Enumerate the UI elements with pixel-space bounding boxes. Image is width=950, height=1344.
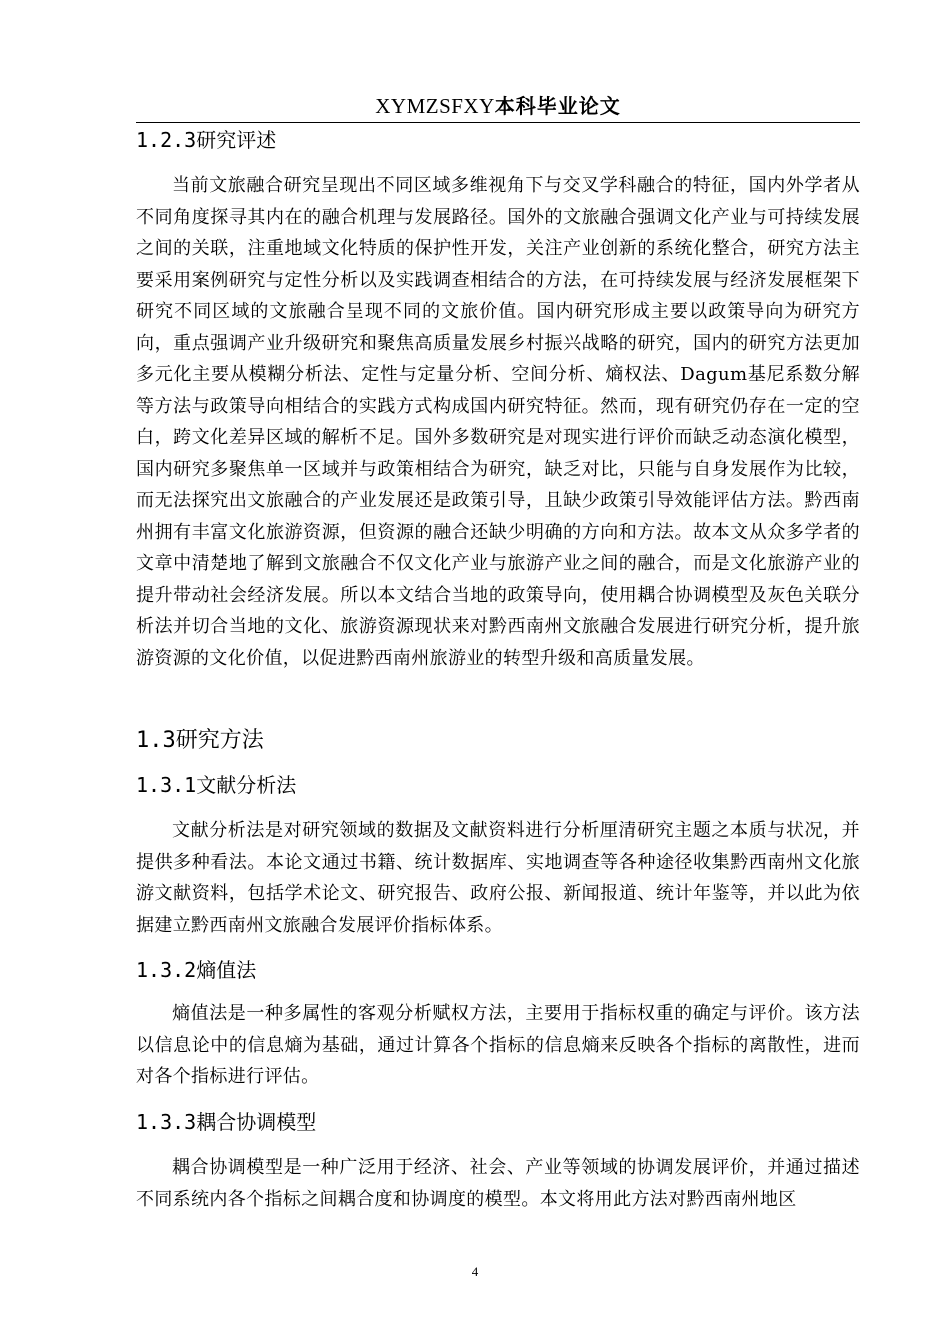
paragraph-research-review: 当前文旅融合研究呈现出不同区域多维视角下与交叉学科融合的特征，国内外学者从不同角度探寻其内在的融合机理与发展路径。国外的文旅融合强调文化产业与可持续发展之间的关联，注重地域文化特质的保护性开发，关注产业创新的系统化整合，研究方法主要采用案例研究与定性分析以及实践调查相结合的方法，在可持续发展与经济发展框架下研究不同区域的文旅融合呈现不同的文旅价值。国内研究形成主要以政策导向为研究方向，重点强调产业升级研究和聚焦高质量发展乡村振兴战略的研究，国内的研究方法更加多元化主要从模糊分析法、定性与定量分析、空间分析、熵权法、Dagum基尼系数分解等方法与政策导向相结合的实践方式构成国内研究特征。然而，现有研究仍存在一定的空白，跨文化差异区域的解析不足。国外多数研究是对现实进行评价而缺乏动态演化模型，国内研究多聚焦单一区域并与政策相结合为研究，缺乏对比，只能与自身发展作为比较，而无法探究出文旅融合的产业发展还是政策引导，且缺少政策引导效能评估方法。黔西南州拥有丰富文化旅游资源，但资源的融合还缺少明确的方向和方法。故本文从众多学者的文章中清楚地了解到文旅融合不仅文化产业与旅游产业之间的融合，而是文化旅游产业的提升带动社会经济发展。所以本文结合当地的政策导向，使用耦合协调模型及灰色关联分析法并切合当地的文化、旅游资源现状来对黔西南州文旅融合发展进行研究分析，提升旅游资源的文化价值，以促进黔西南州旅游业的转型升级和高质量发展。 — [136, 175, 860, 669]
section-heading-1-2-3 — [136, 125, 860, 155]
section-heading-1-3-1 — [136, 770, 860, 800]
section-title: 文献分析法 — [196, 773, 297, 797]
header-rule — [136, 122, 860, 123]
header-thesis-type: 本科毕业论文 — [494, 94, 621, 118]
section-title: 耦合协调模型 — [196, 1110, 317, 1134]
section-number: 1.3.3 — [136, 1110, 197, 1134]
header-school-code: XYMZSFXY — [375, 94, 495, 118]
section-heading-1-3-2 — [136, 955, 860, 985]
section-number: 1.3 — [136, 728, 176, 753]
paragraph-literature-analysis: 文献分析法是对研究领域的数据及文献资料进行分析厘清研究主题之本质与状况，并提供多种看法。本论文通过书籍、统计数据库、实地调查等各种途径收集黔西南州文化旅游文献资料，包括学术论文、研究报告、政府公报、新闻报道、统计年鉴等，并以此为依据建立黔西南州文旅融合发展评价指标体系。 — [136, 820, 860, 936]
section-title: 研究方法 — [175, 728, 264, 753]
section-heading-1-3 — [136, 725, 860, 757]
section-heading-1-3-3 — [136, 1107, 860, 1137]
section-title: 熵值法 — [196, 958, 257, 982]
running-header — [136, 92, 860, 120]
section-number: 1.3.1 — [136, 773, 197, 797]
section-number: 1.2.3 — [136, 128, 197, 152]
paragraph-coupling-model: 耦合协调模型是一种广泛用于经济、社会、产业等领域的协调发展评价，并通过描述不同系统内各个指标之间耦合度和协调度的模型。本文将用此方法对黔西南州地区 — [136, 1157, 860, 1210]
section-title: 研究评述 — [196, 128, 277, 152]
section-number: 1.3.2 — [136, 958, 197, 982]
paragraph-entropy-method: 熵值法是一种多属性的客观分析赋权方法，主要用于指标权重的确定与评价。该方法以信息论中的信息熵为基础，通过计算各个指标的信息熵来反映各个指标的离散性，进而对各个指标进行评估。 — [136, 1003, 860, 1087]
page-number: 4 — [471, 1264, 479, 1279]
